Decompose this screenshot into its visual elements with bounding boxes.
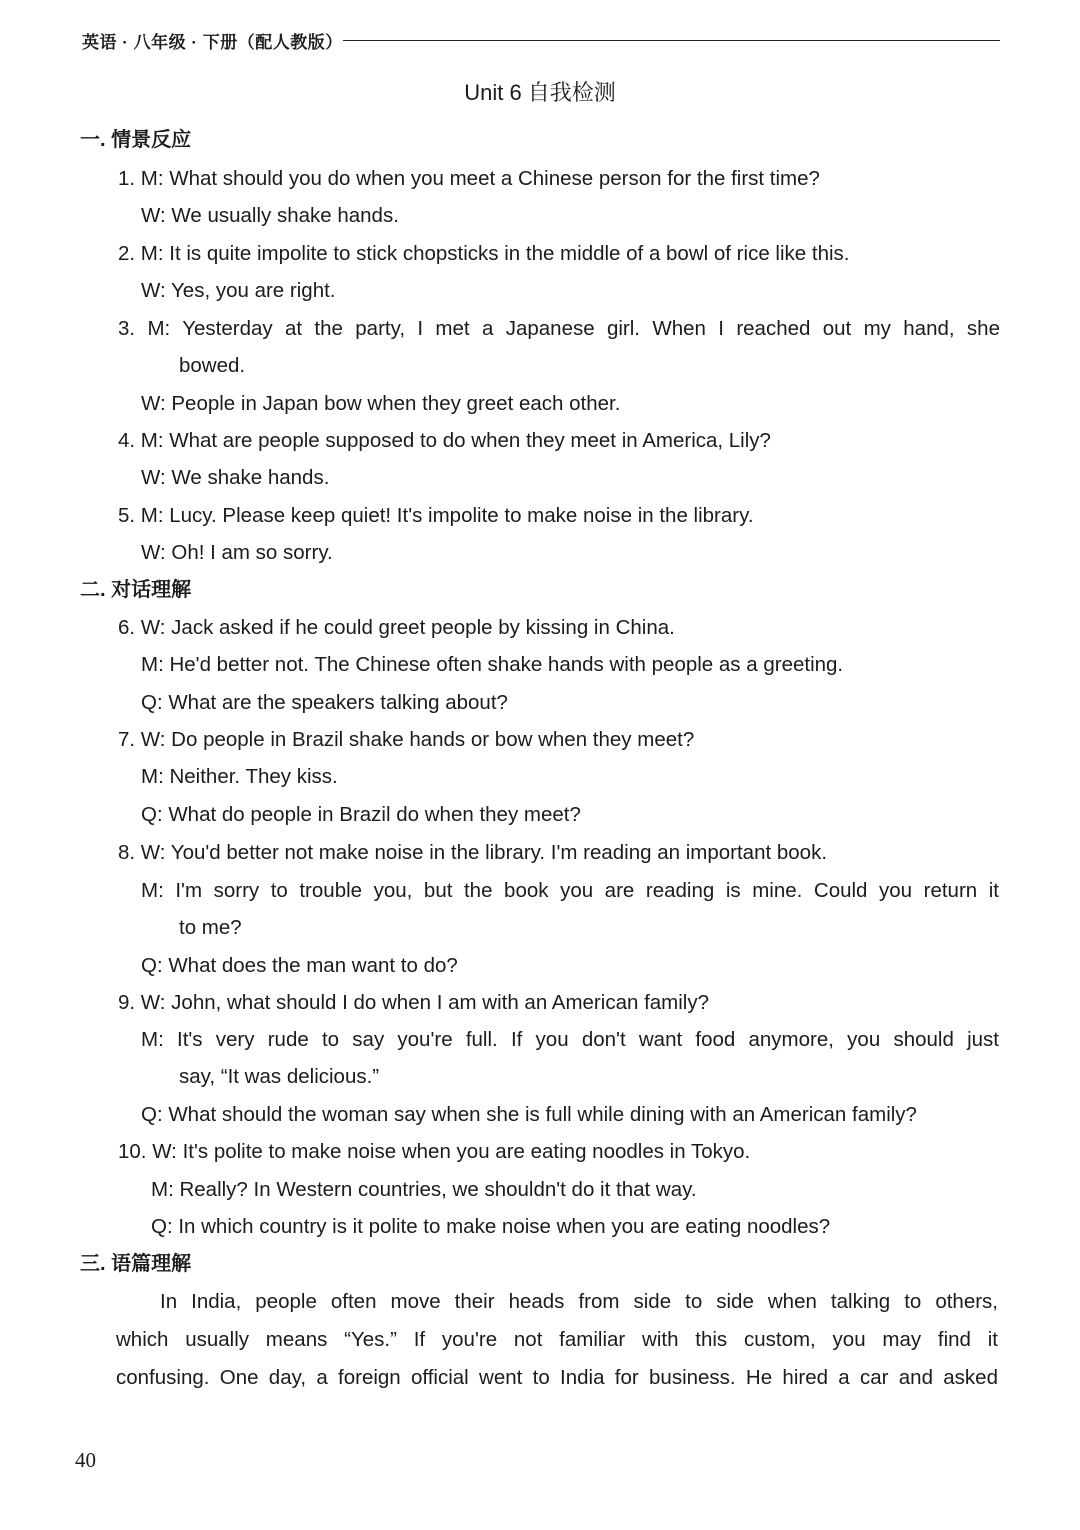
dialogue-line: 8. W: You'd better not make noise in the library. I'm reading an important book. — [118, 841, 828, 864]
dialogue-line: say, “It was delicious.” — [179, 1065, 380, 1088]
dialogue-line: W: We shake hands. — [141, 466, 330, 489]
page-title: Unit 6 自我检测 — [464, 80, 616, 105]
page-number: 40 — [75, 1448, 96, 1472]
dialogue-line: 5. M: Lucy. Please keep quiet! It's impolite to make noise in the library. — [118, 504, 754, 527]
running-header: 英语 · 八年级 · 下册（配人教版） — [82, 33, 343, 52]
dialogue-line: Q: What do people in Brazil do when they meet? — [141, 803, 581, 826]
dialogue-line: Q: What should the woman say when she is full while dining with an American family? — [141, 1103, 917, 1126]
dialogue-line: M: Really? In Western countries, we shouldn't do it that way. — [151, 1178, 697, 1201]
dialogue-line: W: We usually shake hands. — [141, 204, 399, 227]
passage-line: which usually means “Yes.” If you're not familiar with this custom, you may find it — [116, 1328, 998, 1351]
section-heading-2: 二. 对话理解 — [80, 579, 192, 601]
dialogue-line: Q: In which country is it polite to make noise when you are eating noodles? — [151, 1215, 831, 1238]
dialogue-line: Q: What are the speakers talking about? — [141, 691, 508, 714]
section-heading-3: 三. 语篇理解 — [80, 1253, 192, 1275]
dialogue-line: Q: What does the man want to do? — [141, 954, 458, 977]
dialogue-line: M: It's very rude to say you're full. If you don't want food anymore, you should just — [141, 1028, 999, 1051]
dialogue-line: 6. W: Jack asked if he could greet people by kissing in China. — [118, 616, 675, 639]
dialogue-line: 7. W: Do people in Brazil shake hands or bow when they meet? — [118, 728, 695, 751]
dialogue-line: 10. W: It's polite to make noise when you are eating noodles in Tokyo. — [118, 1140, 751, 1163]
dialogue-line: M: I'm sorry to trouble you, but the book you are reading is mine. Could you return it — [141, 879, 999, 902]
passage-line: confusing. One day, a foreign official went to India for business. He hired a car and asked — [116, 1366, 998, 1389]
dialogue-line: 2. M: It is quite impolite to stick chopsticks in the middle of a bowl of rice like this. — [118, 242, 850, 265]
dialogue-line: 1. M: What should you do when you meet a Chinese person for the first time? — [118, 167, 820, 190]
dialogue-line: W: Yes, you are right. — [141, 279, 336, 302]
dialogue-line: W: People in Japan bow when they greet each other. — [141, 392, 621, 415]
header-rule — [343, 40, 1000, 41]
dialogue-line: to me? — [179, 916, 242, 939]
dialogue-line: W: Oh! I am so sorry. — [141, 541, 333, 564]
passage-line: In India, people often move their heads from side to side when talking to others, — [160, 1290, 998, 1313]
dialogue-line: M: He'd better not. The Chinese often shake hands with people as a greeting. — [141, 653, 844, 676]
dialogue-line: 9. W: John, what should I do when I am with an American family? — [118, 991, 709, 1014]
dialogue-line: M: Neither. They kiss. — [141, 765, 338, 788]
section-heading-1: 一. 情景反应 — [80, 129, 192, 151]
dialogue-line: 4. M: What are people supposed to do when they meet in America, Lily? — [118, 429, 771, 452]
dialogue-line: bowed. — [179, 354, 246, 377]
dialogue-line: 3. M: Yesterday at the party, I met a Japanese girl. When I reached out my hand, she — [118, 317, 1000, 340]
